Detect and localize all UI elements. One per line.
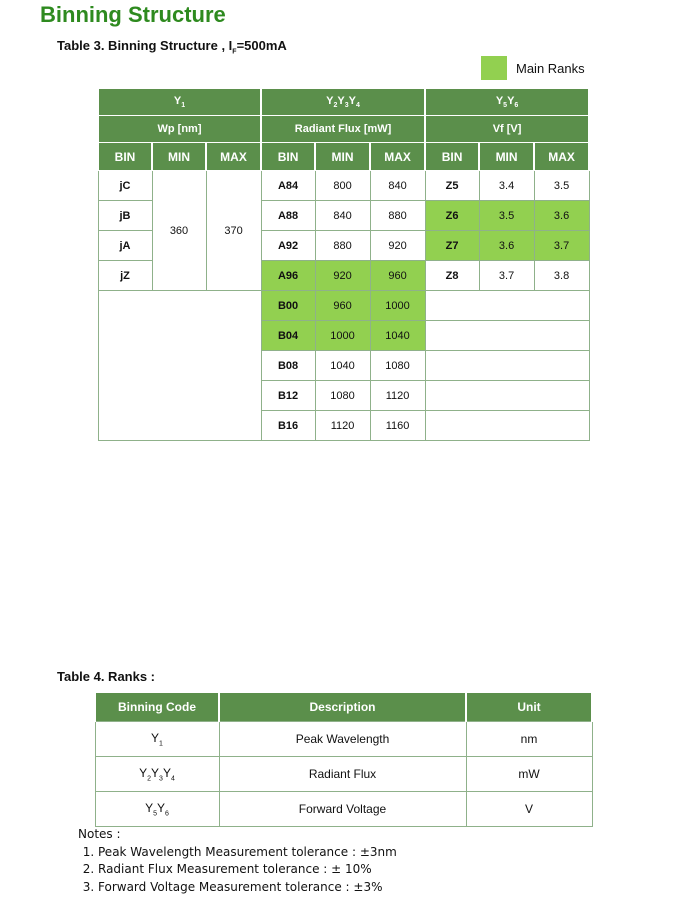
- wp-empty-cell: [98, 291, 261, 441]
- vf-empty-cell: [425, 411, 589, 441]
- binning-table: [97, 88, 590, 441]
- ranks-header-row: [95, 693, 592, 722]
- vf-max-cell: 3.5: [534, 171, 589, 201]
- flux-min-cell: 960: [315, 291, 370, 321]
- wp-min-cell: 360: [152, 171, 206, 291]
- flux-max-cell: 1040: [370, 321, 425, 351]
- column-header-bin: BIN: [98, 143, 152, 171]
- flux-min-cell: 800: [315, 171, 370, 201]
- notes-list: [78, 844, 397, 897]
- wp-bin-cell: jC: [98, 171, 152, 201]
- vf-empty-cell: [425, 321, 589, 351]
- description-cell: Peak Wavelength: [219, 722, 466, 757]
- table-row: [95, 722, 592, 757]
- vf-min-cell: 3.7: [479, 261, 534, 291]
- flux-bin-cell: A84: [261, 171, 315, 201]
- table-row: [95, 792, 592, 827]
- column-header-bin: BIN: [261, 143, 315, 171]
- flux-min-cell: 1120: [315, 411, 370, 441]
- flux-max-cell: 1120: [370, 381, 425, 411]
- vf-bin-cell: Z7: [425, 231, 479, 261]
- flux-max-cell: 1000: [370, 291, 425, 321]
- unit-cell: mW: [466, 757, 592, 792]
- flux-bin-cell: B00: [261, 291, 315, 321]
- table-row: [98, 291, 589, 321]
- vf-bin-cell: Z8: [425, 261, 479, 291]
- vf-empty-cell: [425, 351, 589, 381]
- flux-max-cell: 920: [370, 231, 425, 261]
- flux-bin-cell: B16: [261, 411, 315, 441]
- flux-min-cell: 880: [315, 231, 370, 261]
- vf-max-cell: 3.7: [534, 231, 589, 261]
- flux-bin-cell: B12: [261, 381, 315, 411]
- quantity-wp: Wp [nm]: [98, 116, 261, 143]
- flux-bin-cell: A96: [261, 261, 315, 291]
- vf-bin-cell: Z6: [425, 201, 479, 231]
- header-unit: Unit: [466, 693, 592, 722]
- flux-min-cell: 1080: [315, 381, 370, 411]
- group-quantity-row: [98, 116, 589, 143]
- table-row: [98, 171, 589, 201]
- table3-caption: Table 3. Binning Structure , $I_F=500mA$: [57, 38, 287, 56]
- quantity-flux: Radiant Flux [mW]: [261, 116, 425, 143]
- column-header-min: MIN: [152, 143, 206, 171]
- binning-code-cell: $Y_1$: [95, 722, 219, 757]
- vf-min-cell: 3.6: [479, 231, 534, 261]
- vf-max-cell: 3.8: [534, 261, 589, 291]
- vf-min-cell: 3.5: [479, 201, 534, 231]
- flux-max-cell: 840: [370, 171, 425, 201]
- description-cell: Radiant Flux: [219, 757, 466, 792]
- wp-bin-cell: jZ: [98, 261, 152, 291]
- column-header-bin: BIN: [425, 143, 479, 171]
- column-header-max: MAX: [534, 143, 589, 171]
- description-cell: Forward Voltage: [219, 792, 466, 827]
- table4-caption: Table 4. Ranks :: [57, 669, 156, 684]
- flux-bin-cell: B08: [261, 351, 315, 381]
- legend: [481, 56, 585, 80]
- binning-code-cell: $Y_5Y_6$: [95, 792, 219, 827]
- flux-max-cell: 1160: [370, 411, 425, 441]
- note-item: 1. Peak Wavelength Measurement tolerance : ±3nm: [98, 844, 397, 862]
- note-item: 3. Forward Voltage Measurement tolerance : ±3%: [98, 879, 397, 897]
- unit-cell: nm: [466, 722, 592, 757]
- flux-min-cell: 1000: [315, 321, 370, 351]
- binning-code-cell: $Y_2Y_3Y_4$: [95, 757, 219, 792]
- column-header-row: [98, 143, 589, 171]
- group-code-y2y3y4: $Y_2Y_3Y_4$: [261, 89, 425, 116]
- flux-bin-cell: B04: [261, 321, 315, 351]
- wp-bin-cell: jA: [98, 231, 152, 261]
- wp-max-cell: 370: [206, 171, 261, 291]
- unit-cell: V: [466, 792, 592, 827]
- table-row: [95, 757, 592, 792]
- group-code-y1: $Y_1$: [98, 89, 261, 116]
- flux-min-cell: 840: [315, 201, 370, 231]
- vf-empty-cell: [425, 381, 589, 411]
- notes-heading: Notes :: [78, 827, 121, 841]
- header-description: Description: [219, 693, 466, 722]
- group-code-row: [98, 89, 589, 116]
- flux-bin-cell: A88: [261, 201, 315, 231]
- flux-min-cell: 1040: [315, 351, 370, 381]
- vf-max-cell: 3.6: [534, 201, 589, 231]
- column-header-max: MAX: [370, 143, 425, 171]
- flux-min-cell: 920: [315, 261, 370, 291]
- wp-bin-cell: jB: [98, 201, 152, 231]
- group-code-y5y6: $Y_5Y_6$: [425, 89, 589, 116]
- vf-min-cell: 3.4: [479, 171, 534, 201]
- column-header-max: MAX: [206, 143, 261, 171]
- vf-bin-cell: Z5: [425, 171, 479, 201]
- notes: [78, 826, 397, 896]
- flux-max-cell: 960: [370, 261, 425, 291]
- flux-bin-cell: A92: [261, 231, 315, 261]
- header-binning-code: Binning Code: [95, 693, 219, 722]
- flux-max-cell: 1080: [370, 351, 425, 381]
- flux-max-cell: 880: [370, 201, 425, 231]
- page-title: Binning Structure: [40, 2, 226, 27]
- legend-label: Main Ranks: [516, 60, 585, 76]
- column-header-min: MIN: [479, 143, 534, 171]
- quantity-vf: Vf [V]: [425, 116, 589, 143]
- vf-empty-cell: [425, 291, 589, 321]
- note-item: 2. Radiant Flux Measurement tolerance : ± 10%: [98, 861, 397, 879]
- ranks-table: [94, 693, 593, 827]
- legend-swatch: [481, 56, 507, 80]
- column-header-min: MIN: [315, 143, 370, 171]
